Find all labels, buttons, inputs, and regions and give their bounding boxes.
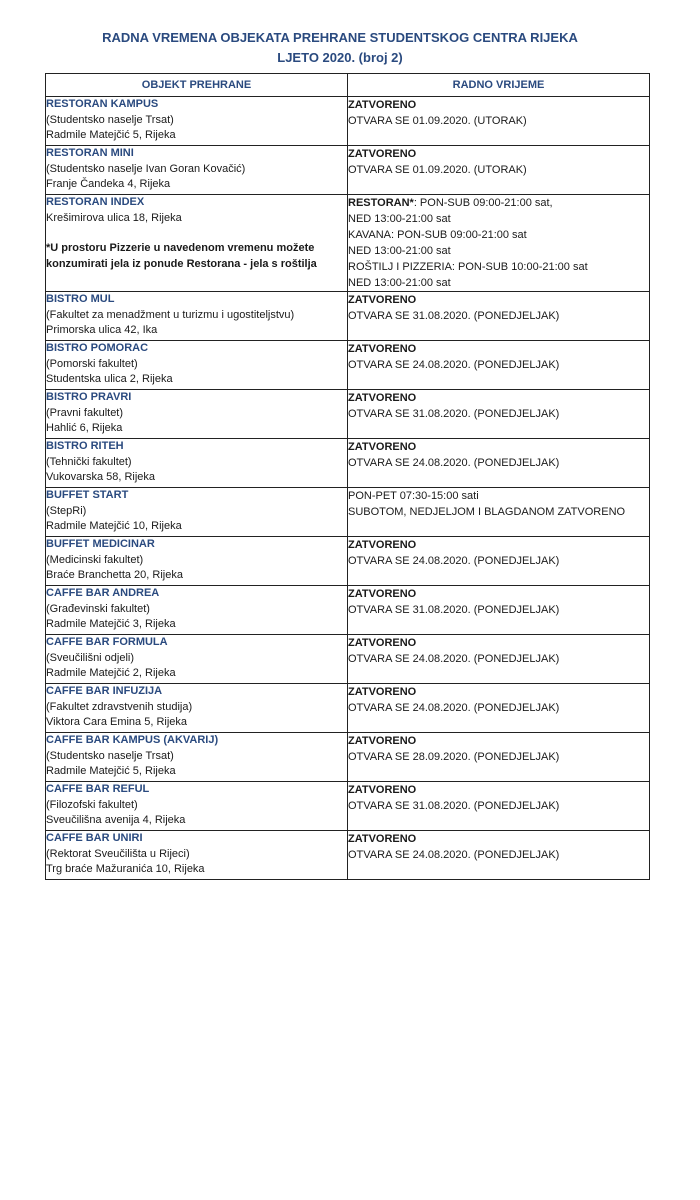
object-detail-line: (Građevinski fakultet)	[46, 602, 150, 615]
opening-date-text: OTVARA SE 24.08.2020. (PONEDJELJAK)	[348, 457, 560, 469]
status-text: ZATVORENO	[348, 784, 417, 796]
object-cell	[46, 684, 348, 733]
object-detail-line: (StepRi)	[46, 504, 87, 517]
table-row	[46, 831, 650, 880]
opening-date-text: OTVARA SE 31.08.2020. (PONEDJELJAK)	[348, 604, 560, 616]
hours-cell	[348, 97, 650, 146]
status-text: ZATVORENO	[348, 686, 417, 698]
object-cell	[46, 488, 348, 537]
table-row	[46, 292, 650, 341]
object-detail-line: Braće Branchetta 20, Rijeka	[46, 569, 183, 582]
hours-cell	[348, 733, 650, 782]
object-detail-line: Studentska ulica 2, Rijeka	[46, 373, 173, 386]
status-text: ZATVORENO	[348, 833, 417, 845]
object-detail-line: (Pomorski fakultet)	[46, 357, 138, 370]
object-detail-line: (Medicinski fakultet)	[46, 553, 144, 566]
opening-date-text: OTVARA SE 24.08.2020. (PONEDJELJAK)	[348, 359, 560, 371]
hours-line	[348, 195, 649, 211]
object-detail-line: (Fakultet zdravstvenih studija)	[46, 700, 193, 713]
object-note: *U prostoru Pizzerie u navedenom vremenu možete konzumirati jela iz ponude Restorana - jela s roštilja	[46, 242, 317, 271]
hours-cell	[348, 586, 650, 635]
object-detail-line: (Studentsko naselje Trsat)	[46, 749, 174, 762]
opening-date-text: OTVARA SE 24.08.2020. (PONEDJELJAK)	[348, 555, 560, 567]
object-cell	[46, 439, 348, 488]
hours-cell	[348, 537, 650, 586]
hours-cell	[348, 341, 650, 390]
object-name: BISTRO POMORAC	[46, 342, 149, 354]
object-name: CAFFE BAR KAMPUS (AKVARIJ)	[46, 734, 219, 746]
status-text: ZATVORENO	[348, 735, 417, 747]
object-detail-line: Viktora Cara Emina 5, Rijeka	[46, 716, 188, 729]
hours-cell	[348, 439, 650, 488]
table-row	[46, 341, 650, 390]
hours-cell	[348, 684, 650, 733]
hours-line: SUBOTOM, NEDJELJOM I BLAGDANOM ZATVORENO	[348, 506, 626, 518]
object-detail-line: Radmile Matejčić 5, Rijeka	[46, 129, 176, 142]
opening-date-text: OTVARA SE 28.09.2020. (PONEDJELJAK)	[348, 751, 560, 763]
status-text: ZATVORENO	[348, 588, 417, 600]
object-detail-line: (Rektorat Sveučilišta u Rijeci)	[46, 847, 190, 860]
status-text: ZATVORENO	[348, 539, 417, 551]
table-row	[46, 146, 650, 195]
object-name: BISTRO RITEH	[46, 440, 124, 452]
object-name: CAFFE BAR REFUL	[46, 783, 150, 795]
table-row	[46, 733, 650, 782]
object-cell	[46, 537, 348, 586]
status-text: ZATVORENO	[348, 99, 417, 111]
title-line-2: LJETO 2020. (broj 2)	[277, 50, 403, 65]
object-detail-line: Sveučilišna avenija 4, Rijeka	[46, 814, 186, 827]
object-detail-line: Trg braće Mažuranića 10, Rijeka	[46, 863, 205, 876]
hours-cell	[348, 146, 650, 195]
opening-date-text: OTVARA SE 31.08.2020. (PONEDJELJAK)	[348, 310, 560, 322]
document-title	[0, 28, 680, 68]
hours-line: PON-PET 07:30-15:00 sati	[348, 490, 479, 502]
hours-cell	[348, 292, 650, 341]
hours-line: ROŠTILJ I PIZZERIA: PON-SUB 10:00-21:00 sat	[348, 261, 588, 273]
object-name: BISTRO MUL	[46, 293, 115, 305]
object-cell	[46, 195, 348, 292]
object-detail-line: Radmile Matejčić 2, Rijeka	[46, 667, 176, 680]
hours-lead-text: : PON-SUB 09:00-21:00 sat,	[413, 197, 553, 209]
working-hours-table	[45, 73, 650, 880]
object-detail-line: (Tehnički fakultet)	[46, 455, 132, 468]
table-row	[46, 97, 650, 146]
hours-cell	[348, 390, 650, 439]
object-detail-line: Franje Čandeka 4, Rijeka	[46, 178, 171, 191]
status-text: ZATVORENO	[348, 343, 417, 355]
status-text: ZATVORENO	[348, 441, 417, 453]
object-cell	[46, 635, 348, 684]
opening-date-text: OTVARA SE 01.09.2020. (UTORAK)	[348, 115, 527, 127]
opening-date-text: OTVARA SE 24.08.2020. (PONEDJELJAK)	[348, 849, 560, 861]
object-detail-line: (Pravni fakultet)	[46, 406, 124, 419]
hours-line: NED 13:00-21:00 sat	[348, 213, 451, 225]
hours-cell	[348, 782, 650, 831]
object-cell	[46, 390, 348, 439]
object-name: BUFFET MEDICINAR	[46, 538, 155, 550]
object-name: RESTORAN INDEX	[46, 196, 145, 208]
opening-date-text: OTVARA SE 01.09.2020. (UTORAK)	[348, 164, 527, 176]
table-row	[46, 782, 650, 831]
object-name: RESTORAN MINI	[46, 147, 134, 159]
object-cell	[46, 733, 348, 782]
object-cell	[46, 146, 348, 195]
object-name: BISTRO PRAVRI	[46, 391, 132, 403]
table-row	[46, 537, 650, 586]
object-detail-line: Vukovarska 58, Rijeka	[46, 471, 156, 484]
hours-cell	[348, 831, 650, 880]
object-detail-line: Hahlić 6, Rijeka	[46, 422, 123, 435]
object-detail-line: (Studentsko naselje Trsat)	[46, 113, 174, 126]
object-detail-line: Radmile Matejčić 3, Rijeka	[46, 618, 176, 631]
table-row	[46, 439, 650, 488]
object-cell	[46, 97, 348, 146]
hours-lead-label: RESTORAN*	[348, 197, 414, 209]
table-row	[46, 390, 650, 439]
object-cell	[46, 341, 348, 390]
object-name: BUFFET START	[46, 489, 129, 501]
object-detail-line: Radmile Matejčić 5, Rijeka	[46, 765, 176, 778]
object-name: CAFFE BAR INFUZIJA	[46, 685, 163, 697]
status-text: ZATVORENO	[348, 392, 417, 404]
table-row	[46, 488, 650, 537]
object-detail-line: (Studentsko naselje Ivan Goran Kovačić)	[46, 162, 246, 175]
hours-cell	[348, 635, 650, 684]
object-detail-line: Radmile Matejčić 10, Rijeka	[46, 520, 182, 533]
object-cell	[46, 782, 348, 831]
object-cell	[46, 831, 348, 880]
table-row	[46, 195, 650, 292]
status-text: ZATVORENO	[348, 148, 417, 160]
opening-date-text: OTVARA SE 24.08.2020. (PONEDJELJAK)	[348, 702, 560, 714]
object-detail-line: (Sveučilišni odjeli)	[46, 651, 135, 664]
hours-line: NED 13:00-21:00 sat	[348, 277, 451, 289]
object-name: CAFFE BAR ANDREA	[46, 587, 160, 599]
table-body	[46, 97, 650, 880]
opening-date-text: OTVARA SE 31.08.2020. (PONEDJELJAK)	[348, 408, 560, 420]
object-detail-line: Krešimirova ulica 18, Rijeka	[46, 211, 182, 224]
table-row	[46, 684, 650, 733]
title-line-1: RADNA VREMENA OBJEKATA PREHRANE STUDENTSKOG CENTRA RIJEKA	[102, 30, 578, 45]
hours-line: KAVANA: PON-SUB 09:00-21:00 sat	[348, 229, 527, 241]
table-row	[46, 635, 650, 684]
hours-line: NED 13:00-21:00 sat	[348, 245, 451, 257]
object-detail-line: Primorska ulica 42, Ika	[46, 324, 158, 337]
hours-cell	[348, 488, 650, 537]
table-header-row	[46, 74, 650, 97]
column-header-hours: RADNO VRIJEME	[348, 74, 650, 97]
opening-date-text: OTVARA SE 24.08.2020. (PONEDJELJAK)	[348, 653, 560, 665]
object-name: CAFFE BAR UNIRI	[46, 832, 143, 844]
object-detail-line: (Fakultet za menadžment u turizmu i ugostiteljstvu)	[46, 308, 295, 321]
status-text: ZATVORENO	[348, 637, 417, 649]
column-header-object: OBJEKT PREHRANE	[46, 74, 348, 97]
table-row	[46, 586, 650, 635]
status-text: ZATVORENO	[348, 294, 417, 306]
object-name: CAFFE BAR FORMULA	[46, 636, 168, 648]
object-detail-line: (Filozofski fakultet)	[46, 798, 138, 811]
object-cell	[46, 586, 348, 635]
object-cell	[46, 292, 348, 341]
opening-date-text: OTVARA SE 31.08.2020. (PONEDJELJAK)	[348, 800, 560, 812]
hours-cell	[348, 195, 650, 292]
object-name: RESTORAN KAMPUS	[46, 98, 159, 110]
